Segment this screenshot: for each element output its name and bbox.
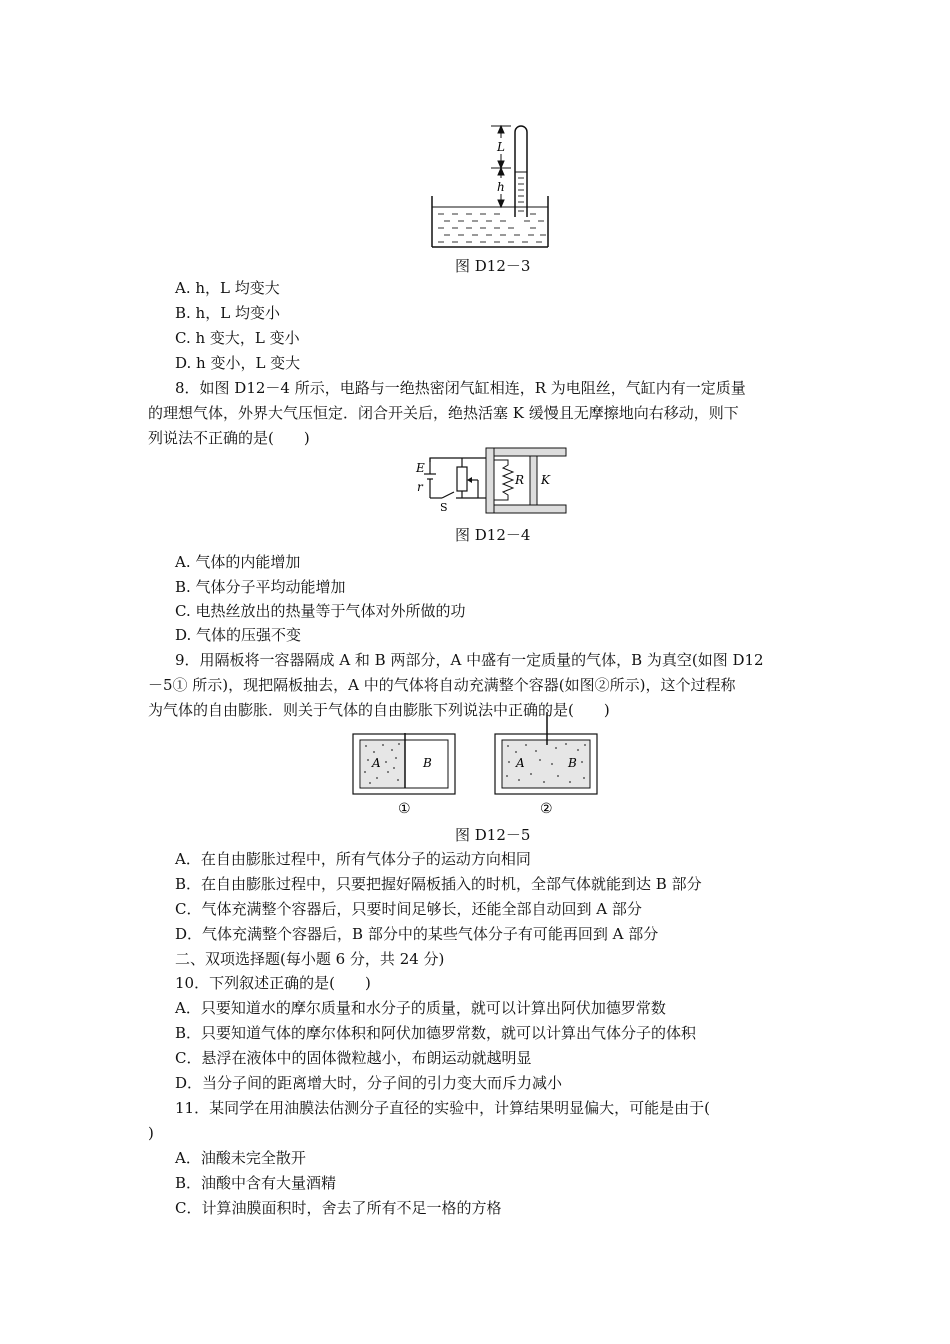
q8-stem-line-3: 列说法不正确的是( ) bbox=[148, 429, 310, 447]
figure-caption-d12-5: 图 D12－5 bbox=[455, 826, 531, 844]
q7-option-d: D. h 变小，L 变大 bbox=[175, 354, 301, 372]
q8-option-d: D. 气体的压强不变 bbox=[175, 626, 302, 644]
q11-option-b: B．油酸中含有大量酒精 bbox=[175, 1174, 337, 1192]
fig5-label-B2: B bbox=[568, 756, 577, 770]
q9-option-c: C．气体充满整个容器后，只要时间足够长，还能全部自动回到 A 部分 bbox=[175, 900, 642, 918]
section-heading-2: 二、双项选择题(每小题 6 分，共 24 分) bbox=[175, 950, 445, 968]
label-S: S bbox=[440, 501, 448, 514]
q9-option-a: A．在自由膨胀过程中，所有气体分子的运动方向相同 bbox=[175, 850, 531, 868]
label-K: K bbox=[541, 473, 550, 487]
fig5-label-one: ① bbox=[398, 801, 411, 817]
q10-option-a: A．只要知道水的摩尔质量和水分子的质量，就可以计算出阿伏加德罗常数 bbox=[175, 999, 666, 1017]
q7-option-b: B. h，L 均变小 bbox=[175, 304, 280, 322]
fig5-label-two: ② bbox=[540, 801, 553, 817]
q9-option-b: B．在自由膨胀过程中，只要把握好隔板插入的时机，全部气体就能到达 B 部分 bbox=[175, 875, 702, 893]
container-2 bbox=[495, 712, 597, 794]
q11-option-a: A．油酸未完全散开 bbox=[175, 1149, 306, 1167]
label-E: E bbox=[416, 461, 425, 475]
q8-stem-line-2: 的理想气体，外界大气压恒定．闭合开关后，绝热活塞 K 缓慢且无摩擦地向右移动，则下 bbox=[148, 404, 739, 422]
fig5-label-B1: B bbox=[423, 756, 432, 770]
figure-caption-d12-3: 图 D12－3 bbox=[455, 257, 531, 275]
q9-stem-line-1: 9．用隔板将一容器隔成 A 和 B 两部分，A 中盛有一定质量的气体，B 为真空(如图 D12 bbox=[175, 651, 764, 669]
q9-stem-line-3: 为气体的自由膨胀．则关于气体的自由膨胀下列说法中正确的是( ) bbox=[148, 701, 610, 719]
q11-stem-line-1: 11．某同学在用油膜法估测分子直径的实验中，计算结果明显偏大，可能是由于( bbox=[175, 1099, 710, 1117]
q9-stem-line-2: －5① 所示)，现把隔板抽去，A 中的气体将自动充满整个容器(如图②所示)，这个过程称 bbox=[148, 676, 736, 694]
container-1 bbox=[353, 733, 455, 794]
q7-option-a: A. h，L 均变大 bbox=[175, 279, 280, 297]
q11-option-c: C．计算油膜面积时，舍去了所有不足一格的方格 bbox=[175, 1199, 502, 1217]
q8-option-b: B. 气体分子平均动能增加 bbox=[175, 578, 346, 596]
label-r: r bbox=[417, 480, 423, 494]
fig5-label-A2: A bbox=[516, 756, 525, 770]
q8-option-a: A. 气体的内能增加 bbox=[175, 553, 301, 571]
q8-option-c: C. 电热丝放出的热量等于气体对外所做的功 bbox=[175, 602, 466, 620]
q10-option-b: B．只要知道气体的摩尔体积和阿伏加德罗常数，就可以计算出气体分子的体积 bbox=[175, 1024, 697, 1042]
q10-option-d: D．当分子间的距离增大时，分子间的引力变大而斥力减小 bbox=[175, 1074, 563, 1092]
figure-caption-d12-4: 图 D12－4 bbox=[455, 526, 531, 544]
q11-stem-line-2: ) bbox=[148, 1124, 154, 1142]
q8-stem-line-1: 8．如图 D12－4 所示，电路与一绝热密闭气缸相连，R 为电阻丝，气缸内有一定质量 bbox=[175, 379, 746, 397]
q10-option-c: C．悬浮在液体中的固体微粒越小，布朗运动就越明显 bbox=[175, 1049, 532, 1067]
label-h: h bbox=[497, 180, 505, 194]
q7-option-c: C. h 变大，L 变小 bbox=[175, 329, 300, 347]
label-R: R bbox=[515, 473, 525, 487]
q9-option-d: D．气体充满整个容器后，B 部分中的某些气体分子有可能再回到 A 部分 bbox=[175, 925, 659, 943]
q10-stem: 10．下列叙述正确的是( ) bbox=[175, 974, 371, 992]
label-L: L bbox=[497, 140, 505, 154]
fig5-label-A1: A bbox=[372, 756, 381, 770]
